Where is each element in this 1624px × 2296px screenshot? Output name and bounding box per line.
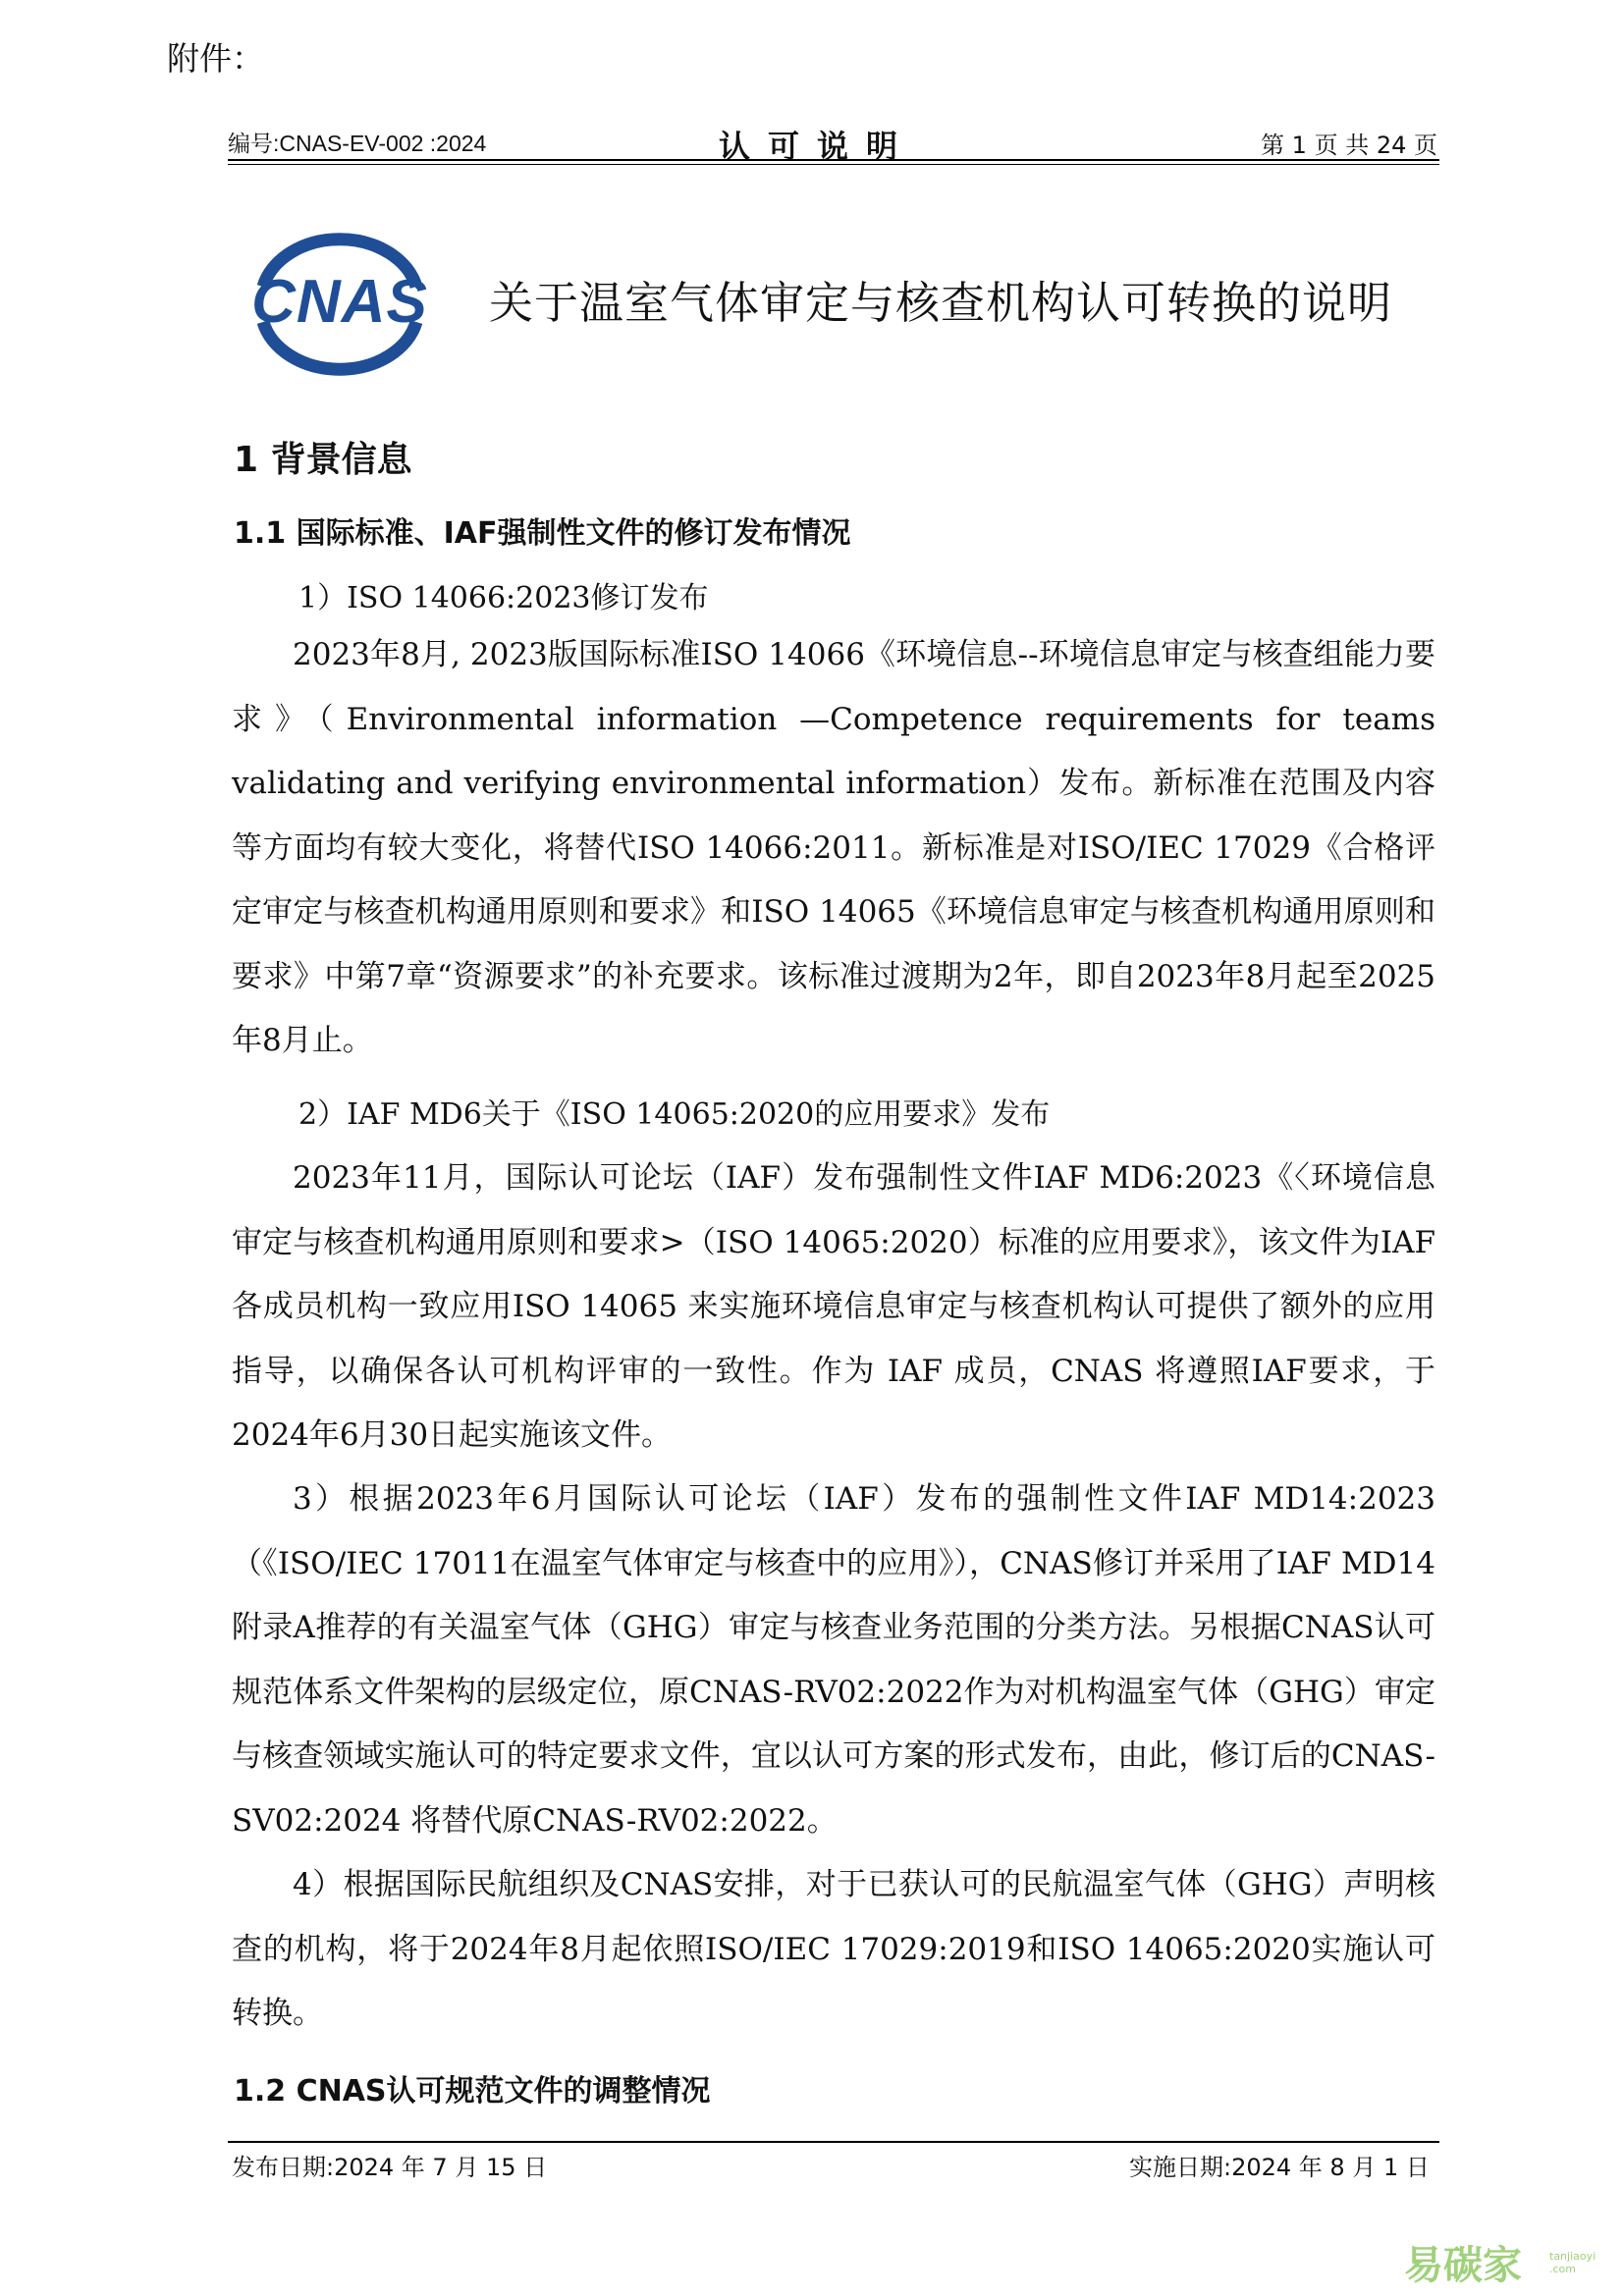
cnas-logo	[236, 230, 444, 381]
effective-date: 实施日期:2024 年 8 月 1 日	[1129, 2154, 1430, 2181]
item-3-paragraph: 3）根据2023年6月国际认可论坛（IAF）发布的强制性文件IAF MD14:2023（《ISO/IEC 17011在温室气体审定与核查中的应用》），CNAS修订并采用了IAF MD14附录A推荐的有关温室气体（GHG）审定与核查业务范围的分类方法。另根据CNAS认可规范体系文件架构的层级定位，原CNAS-RV02:2022作为对机构温室气体（GHG）审定与核查领域实施认可的特定要求文件，宜以认可方案的形式发布，由此，修订后的CNAS-SV02:2024 将替代原CNAS-RV02:2022。	[232, 1481, 1435, 1839]
watermark-logo: 易碳家	[1404, 2243, 1522, 2288]
item-2-paragraph: 2023年11月，国际认可论坛（IAF）发布强制性文件IAF MD6:2023《〈环境信息审定与核查机构通用原则和要求>（ISO 14065:2020）标准的应用要求》，该文件为IAF各成员机构一致应用ISO 14065 来实施环境信息审定与核查机构认可提供了额外的应用指导，以确保各认可机构评审的一致性。作为 IAF 成员，CNAS 将遵照IAF要求，于2024年6月30日起实施该文件。	[232, 1160, 1435, 1453]
item-1-paragraph: 2023年8月, 2023版国际标准ISO 14066《环境信息--环境信息审定与核查组能力要求》（Environmental information —Competence requirements for teams validating and verifying environmental information）发布。新标准在范围及内容等方面均有较大变化，将替代ISO 14066:2011。新标准是对ISO/IEC 17029《合格评定审定与核查机构通用原则和要求》和ISO 14065《环境信息审定与核查机构通用原则和要求》中第7章“资源要求”的补充要求。该标准过渡期为2年，即自2023年8月起至2025年8月止。	[232, 637, 1435, 1058]
section-heading-1-1: 1.1 国际标准、IAF强制性文件的修订发布情况	[234, 516, 851, 551]
section-heading-1-2: 1.2 CNAS认可规范文件的调整情况	[234, 2074, 711, 2109]
header-rule-thin	[228, 164, 1439, 165]
item-2-title: 2）IAF MD6关于《ISO 14065:2020的应用要求》发布	[298, 1097, 1051, 1132]
document-title: 关于温室气体审定与核查机构认可转换的说明	[489, 277, 1393, 329]
logo-text: CNAS	[251, 268, 428, 336]
document-number: 编号:CNAS-EV-002 :2024	[228, 131, 487, 156]
header-center-title: 认可说明	[719, 128, 916, 165]
watermark-url: tanjiaoyi .com	[1549, 2250, 1597, 2275]
section-heading-1: 1 背景信息	[234, 440, 412, 480]
header-rule-thick	[228, 159, 1439, 161]
item-1-title: 1）ISO 14066:2023修订发布	[298, 581, 709, 615]
issue-date: 发布日期:2024 年 7 月 15 日	[232, 2154, 548, 2181]
footer-rule	[228, 2141, 1439, 2143]
item-4-paragraph: 4）根据国际民航组织及CNAS安排，对于已获认可的民航温室气体（GHG）声明核查的机构，将于2024年8月起依照ISO/IEC 17029:2019和ISO 14065:2020实施认可转换。	[232, 1867, 1435, 2031]
page-indicator: 第 1 页 共 24 页	[1261, 132, 1437, 159]
attachment-label: 附件：	[167, 39, 264, 78]
